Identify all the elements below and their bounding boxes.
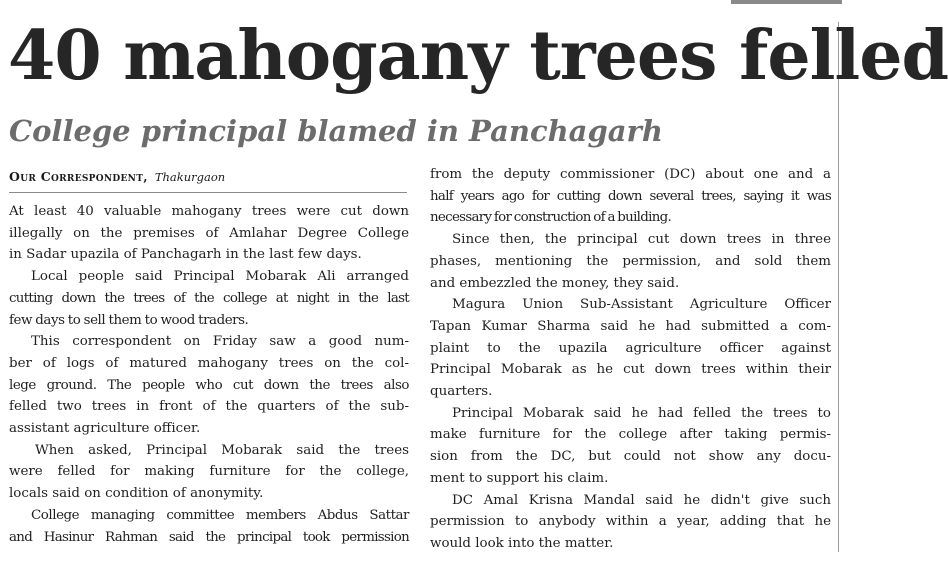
text-line: sion from the DC, but could not show any docu- [430,449,831,465]
text-line: When asked, Principal Mobarak said the trees [35,442,409,458]
headline: 40 mahogany trees felled [8,16,948,96]
text-line: phases, mentioning the permission, and sold them [430,253,831,269]
text-line: cutting down the trees of the college at night in the last [9,290,409,306]
text-line: and embezzled the money, they said. [430,275,680,291]
text-line: At least 40 valuable mahogany trees were cut down [9,204,409,219]
byline-author: Our Correspondent, [9,169,148,184]
text-line: lege ground. The people who cut down the trees also [9,377,409,393]
text-line: half years ago for cutting down several trees, saying it was [430,188,831,204]
text-line: from the deputy commissioner (DC) about one and a [430,167,831,182]
text-line: necessary for construction of a building. [430,210,672,226]
text-line: would look into the matter. [430,535,614,551]
article-column-1 [9,201,409,548]
text-line: make furniture for the college after taking permis- [430,427,831,443]
text-line: quarters. [430,384,493,400]
text-line: Local people said Principal Mobarak Ali arranged [31,269,409,285]
byline [9,169,407,185]
text-line: Since then, the principal cut down trees in three [452,232,831,248]
text-line: Tapan Kumar Sharma said he had submitted a com- [430,318,831,334]
text-line: illegally on the premises of Amlahar Degree College [9,225,409,241]
text-line: ber of logs of matured mahogany trees on the col- [9,355,409,371]
text-line: This correspondent on Friday saw a good num- [31,334,409,350]
text-line: permission to anybody within a year, adding that he [430,514,831,530]
text-line: Principal Mobarak as he cut down trees within their [430,362,831,378]
text-line: plaint to the upazila agriculture officer against [430,340,831,356]
byline-place: Thakurgaon [154,170,226,184]
text-line: DC Amal Krisna Mandal said he didn't give such [452,492,831,508]
byline-divider [9,192,407,193]
article-column-2 [430,164,831,555]
text-line: felled two trees in front of the quarters of the sub- [9,399,409,415]
text-line: Principal Mobarak said he had felled the trees to [452,405,831,421]
text-line: few days to sell them to wood traders. [9,312,249,328]
text-line: ment to support his claim. [430,470,609,486]
column-rule [838,22,839,552]
text-line: were felled for making furniture for the college, [9,464,409,480]
text-line: in Sadar upazila of Panchagarh in the last few days. [9,247,362,263]
text-line: locals said on condition of anonymity. [9,486,264,502]
text-line: Magura Union Sub-Assistant Agriculture Officer [452,297,831,313]
text-line: College managing committee members Abdus Sattar [31,507,409,523]
text-line: assistant agriculture officer. [9,421,201,437]
text-line: and Hasinur Rahman said the principal took permission [9,529,409,545]
subheadline: College principal blamed in Panchagarh [9,114,663,148]
top-rule [731,0,842,4]
